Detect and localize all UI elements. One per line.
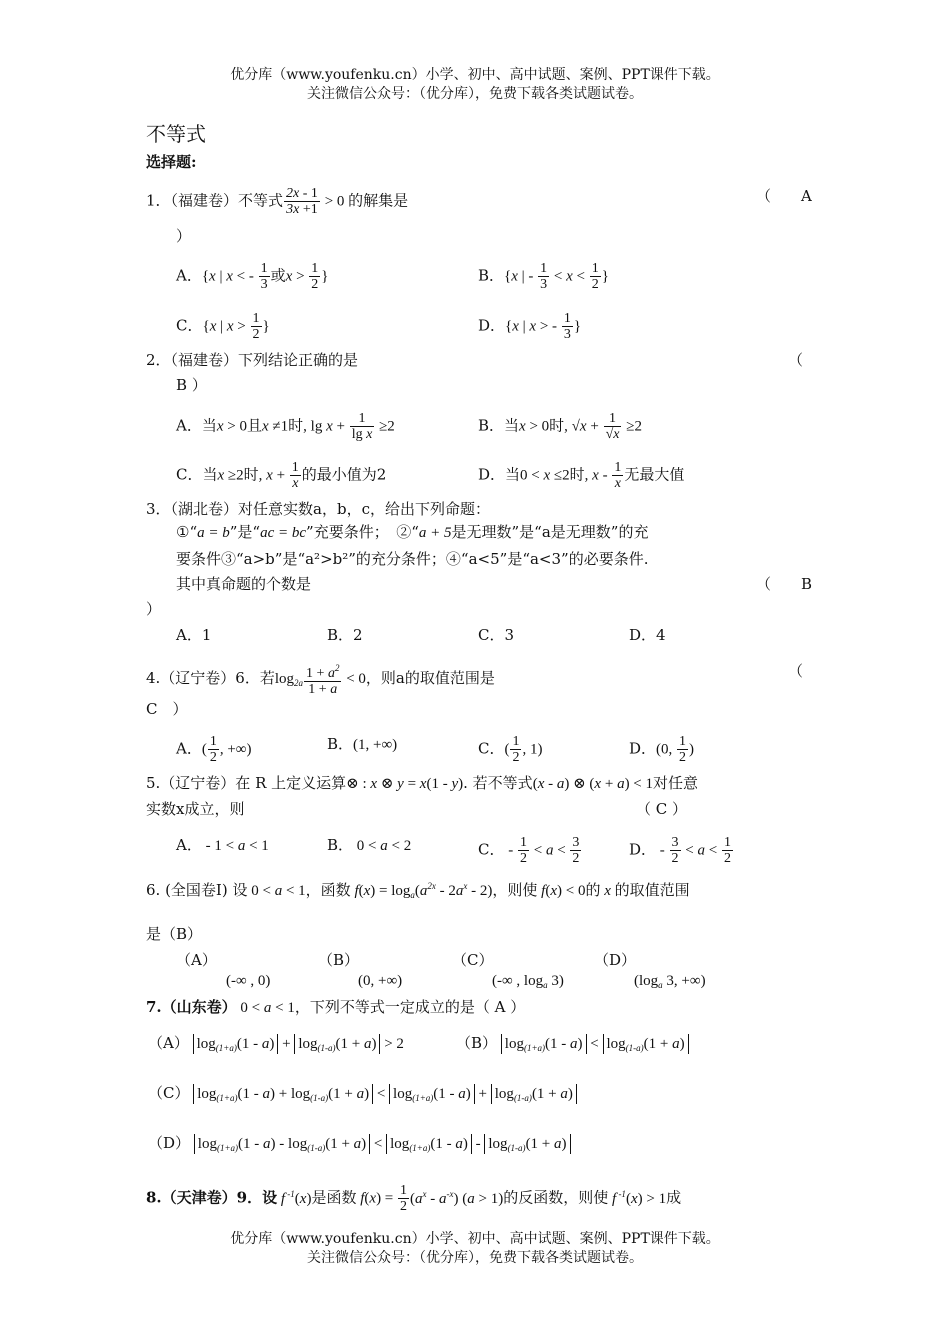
q6-option-a: （A） (-∞ , 0): [176, 951, 271, 989]
q4-answer: C ）: [146, 700, 188, 718]
q3-answer-close: ）: [146, 600, 162, 618]
q2-option-d: D．当0 < x ≤2时, x - $\frac{1}{x}$ 无最大值: [478, 460, 685, 491]
q7-option-c: （C） $\log_{(1+a)}(1 - a) + \log_{(1-a)}(1 + a) < \log_{(1+a)}(1 - a) + \log_{(1-a)}(1 + a)$: [148, 1083, 577, 1108]
q4-option-a: A．( $\frac{1}{2}$ , +∞): [176, 734, 252, 765]
question-4: 4.（辽宁卷）6．若$\log_{2a}$ $\frac{1 + a^2}{1 + a}$ < 0，则a的取值范围是: [146, 663, 495, 697]
q3-line-2: ①“a = b”是“ac = bc”充要条件； ②“a + 5是无理数”是“a是无理数”的充: [176, 523, 649, 541]
question-3: 3．（湖北卷）对任意实数a，b，c，给出下列命题：: [146, 500, 490, 518]
q6-option-c: （C） (-∞ , $\log_a 3$): [452, 951, 564, 990]
q5-answer: （ C ）: [636, 800, 688, 818]
q2-answer: B ）: [176, 376, 207, 394]
q5-option-b: B． 0 < a < 2: [327, 836, 412, 854]
q3-answer: （ B: [756, 575, 813, 593]
question-1: 1．（福建卷）不等式 $\frac{2x - 1}{3x +1}$ > 0 的解集是: [146, 186, 409, 217]
q1-stem: 1．（福建卷）不等式: [146, 191, 284, 210]
page-title: 不等式: [146, 122, 206, 146]
q3-option-a: A．1: [176, 626, 212, 644]
q4-option-c: C．( $\frac{1}{2}$ , 1): [478, 734, 543, 765]
q2-paren-open: （: [788, 351, 804, 369]
q3-line-3: 要条件③“a>b”是“a²>b²”的充分条件；④“a<5”是“a<3”的必要条件.: [176, 550, 649, 568]
q1-fraction: $\frac{2x - 1}{3x +1}$: [286, 186, 318, 217]
footer-line-2: 关注微信公众号：（优分库），免费下载各类试题试卷。: [307, 1250, 643, 1266]
question-6: 6. (全国卷Ⅰ) 设 0 < a < 1，函数 $f(x) = \log_a(a^{2x} - 2a^x - 2)$，则使 f(x) < 0的 x 的取值范围: [146, 881, 690, 900]
q6-option-b: （B） (0, +∞): [318, 951, 403, 989]
q1-option-a: A．{x | x < - $\frac{1}{3}$ 或x > $\frac{1}{2}$ }: [176, 261, 329, 292]
question-5: 5.（辽宁卷）在 R 上定义运算⊗ : x ⊗ y = x(1 - y). 若不等式(x - a) ⊗ (x + a) < 1对任意: [146, 774, 699, 792]
q1-option-d: D．{x | x > - $\frac{1}{3}$ }: [478, 311, 582, 342]
q5-option-a: A． - 1 < a < 1: [176, 836, 269, 854]
q1-answer: （ A: [756, 187, 812, 205]
q7-option-a: （A） $\log_{(1+a)}(1 - a) + \log_{(1-a)}(1 + a) > 2$: [148, 1034, 404, 1053]
q5-line-2: 实数x成立，则: [146, 800, 245, 818]
q7-option-b: （B） $\log_{(1+a)}(1 - a) < \log_{(1-a)}(1 + a)$: [456, 1033, 689, 1058]
q5-option-d: D． - $\frac{3}{2}$ < a < $\frac{1}{2}$: [629, 835, 731, 866]
q3-option-b: B．2: [327, 626, 363, 644]
q1-option-b: B．{x | - $\frac{1}{3}$ < x < $\frac{1}{2}$ }: [478, 261, 609, 292]
q2-option-b: B．当x > 0时, √x + $\frac{1}{√x}$ ≥2: [478, 411, 642, 442]
q3-option-d: D．4: [629, 626, 666, 644]
q4-paren-open: （: [788, 662, 804, 680]
q3-line-4: 其中真命题的个数是: [176, 575, 312, 593]
question-2: 2．（福建卷）下列结论正确的是: [146, 351, 359, 369]
question-8: 8.（天津卷）9．设 f $^{-1}$(x)是函数 f(x) = $\frac{1}{2}$ $(a^x - a^{-x}) (a > 1)$的反函数，则使 f $^{-1}$(x) > 1成: [146, 1183, 682, 1214]
section-heading: 选择题:: [146, 153, 197, 171]
q4-option-b: B．(1, +∞): [327, 735, 398, 753]
q2-option-c: C．当x ≥2时, x + $\frac{1}{x}$ 的最小值为2: [176, 460, 387, 491]
header-line-1: 优分库（www.youfenku.cn）小学、初中、高中试题、案例、PPT课件下载。: [230, 67, 720, 83]
q7-option-d: （D） $\log_{(1+a)}(1 - a) - \log_{(1-a)}(1 + a) < \log_{(1+a)}(1 - a) - \log_{(1-a)}(1 + a)$: [148, 1133, 571, 1158]
q5-option-c: C． - $\frac{1}{2}$ < a < $\frac{3}{2}$: [478, 835, 580, 866]
q4-option-d: D．(0, $\frac{1}{2}$ ): [629, 734, 695, 765]
question-7: 7.（山东卷） 0 < a < 1，下列不等式一定成立的是（ A ）: [146, 998, 526, 1016]
q3-option-c: C．3: [478, 626, 515, 644]
header-line-2: 关注微信公众号：（优分库），免费下载各类试题试卷。: [307, 86, 643, 102]
q6-option-d: （D） ($\log_a$ 3, +∞): [594, 951, 706, 990]
q1-answer-close: ）: [176, 227, 192, 245]
q1-option-c: C．{x | x > $\frac{1}{2}$ }: [176, 311, 270, 342]
footer-line-1: 优分库（www.youfenku.cn）小学、初中、高中试题、案例、PPT课件下载。: [230, 1231, 720, 1247]
q2-option-a: A．当x > 0且x ≠1时, lg x + $\frac{1}{\text{lg x}}$ ≥2: [176, 411, 395, 442]
q6-line-2: 是（B）: [146, 925, 203, 943]
q1-tail: 的解集是: [348, 191, 409, 210]
